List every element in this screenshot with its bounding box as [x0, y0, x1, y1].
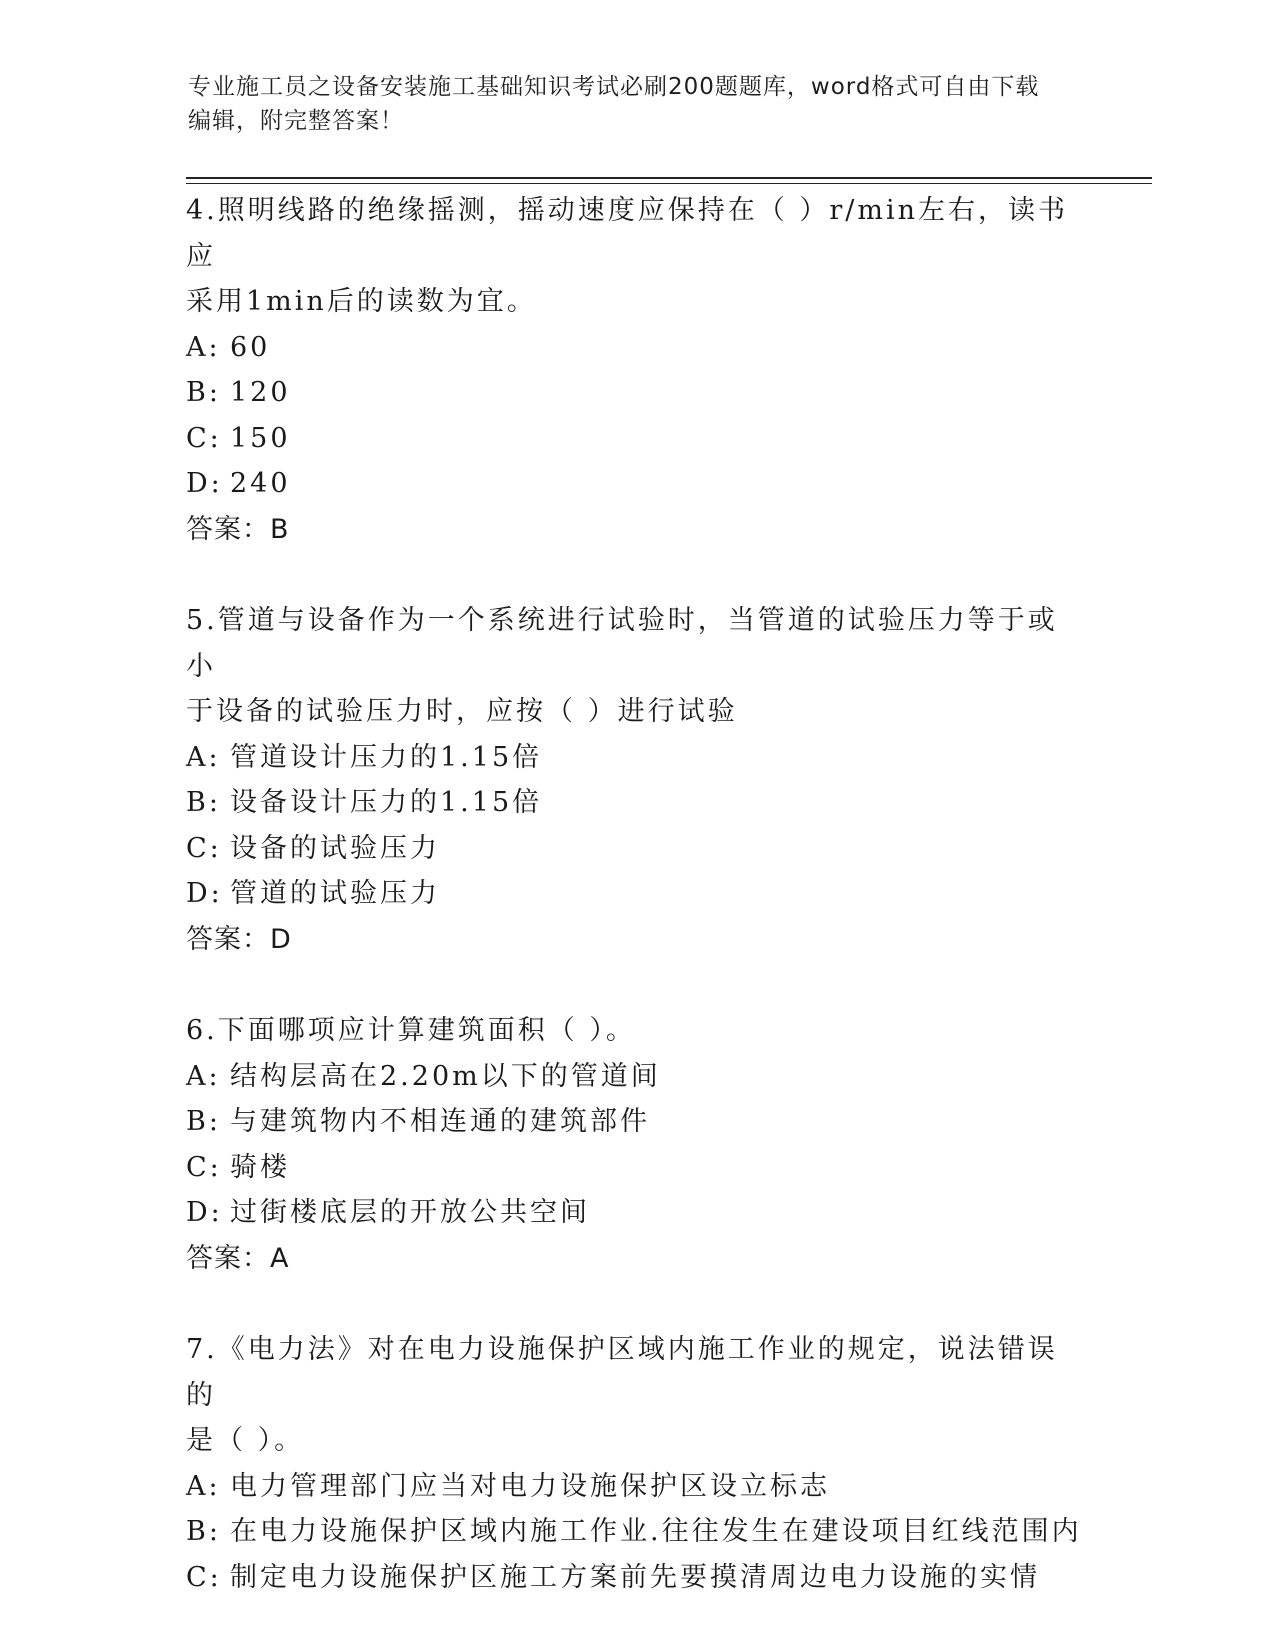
option-letter: C:	[186, 832, 222, 864]
option-letter: D:	[186, 878, 223, 909]
question-stem: 是（ ）。	[186, 1425, 305, 1456]
option-text: 120	[230, 377, 291, 408]
question-stem: 于设备的试验压力时，应按（ ）进行试验	[186, 696, 738, 727]
option-text: 制定电力设施保护区施工方案前先要摸清周边电力设施的实情	[230, 1561, 1040, 1593]
option-c	[186, 826, 1086, 872]
option-a	[186, 325, 1086, 371]
option-d	[186, 871, 1086, 917]
option-d	[186, 1190, 1086, 1236]
option-letter: C:	[186, 422, 222, 454]
option-letter: C:	[186, 1561, 222, 1593]
question-4	[186, 188, 1086, 552]
question-list	[186, 188, 1086, 1646]
option-letter: C:	[186, 1151, 222, 1183]
header-divider-thin	[186, 183, 1152, 184]
question-5	[186, 598, 1086, 962]
question-7	[186, 1327, 1086, 1600]
answer-line: 答案：A	[186, 1242, 290, 1274]
option-a	[186, 735, 1086, 781]
option-text: 管道设计压力的1.15倍	[230, 741, 543, 773]
answer-line: 答案：B	[186, 513, 290, 545]
option-letter: A:	[186, 331, 221, 363]
option-letter: A:	[186, 1470, 221, 1502]
option-text: 管道的试验压力	[230, 878, 440, 909]
option-c	[186, 1145, 1086, 1191]
option-letter: A:	[186, 741, 221, 773]
option-a	[186, 1054, 1086, 1100]
question-stem: 7.《电力法》对在电力设施保护区域内施工作业的规定，说法错误的	[186, 1334, 1058, 1411]
header-divider-thick	[186, 177, 1152, 179]
option-a	[186, 1464, 1086, 1510]
document-header	[188, 70, 1078, 138]
option-d	[186, 461, 1086, 507]
option-text: 设备的试验压力	[230, 832, 440, 864]
option-text: 骑楼	[230, 1151, 290, 1183]
option-text: 结构层高在2.20m以下的管道间	[230, 1060, 661, 1092]
option-text: 60	[230, 331, 271, 363]
option-letter: B:	[186, 1516, 221, 1547]
option-b	[186, 1509, 1086, 1555]
header-title-line1: 专业施工员之设备安装施工基础知识考试必刷200题题库，word格式可自由下载	[188, 74, 1040, 100]
option-c	[186, 416, 1086, 462]
option-text: 在电力设施保护区域内施工作业.往往发生在建设项目红线范围内	[230, 1516, 1082, 1547]
option-letter: A:	[186, 1060, 221, 1092]
question-stem: 4.照明线路的绝缘摇测，摇动速度应保持在（ ）r/min左右，读书应	[186, 195, 1068, 272]
question-6	[186, 1008, 1086, 1281]
option-b	[186, 370, 1086, 416]
option-letter: D:	[186, 468, 223, 499]
option-letter: B:	[186, 1106, 221, 1137]
option-letter: B:	[186, 377, 221, 408]
option-b	[186, 780, 1086, 826]
question-stem: 采用1min后的读数为宜。	[186, 286, 537, 317]
option-text: 设备设计压力的1.15倍	[230, 787, 543, 818]
option-text: 过街楼底层的开放公共空间	[230, 1197, 590, 1228]
header-title-line2: 编辑，附完整答案！	[188, 108, 404, 134]
option-text: 电力管理部门应当对电力设施保护区设立标志	[230, 1470, 830, 1502]
option-letter: B:	[186, 787, 221, 818]
option-letter: D:	[186, 1197, 223, 1228]
answer-line: 答案：D	[186, 923, 292, 955]
option-b	[186, 1099, 1086, 1145]
option-text: 240	[230, 468, 291, 499]
option-text: 与建筑物内不相连通的建筑部件	[230, 1106, 650, 1137]
question-stem: 6.下面哪项应计算建筑面积（ ）。	[186, 1015, 636, 1046]
option-c	[186, 1555, 1086, 1601]
option-text: 150	[230, 422, 291, 454]
question-stem: 5.管道与设备作为一个系统进行试验时，当管道的试验压力等于或小	[186, 605, 1058, 682]
